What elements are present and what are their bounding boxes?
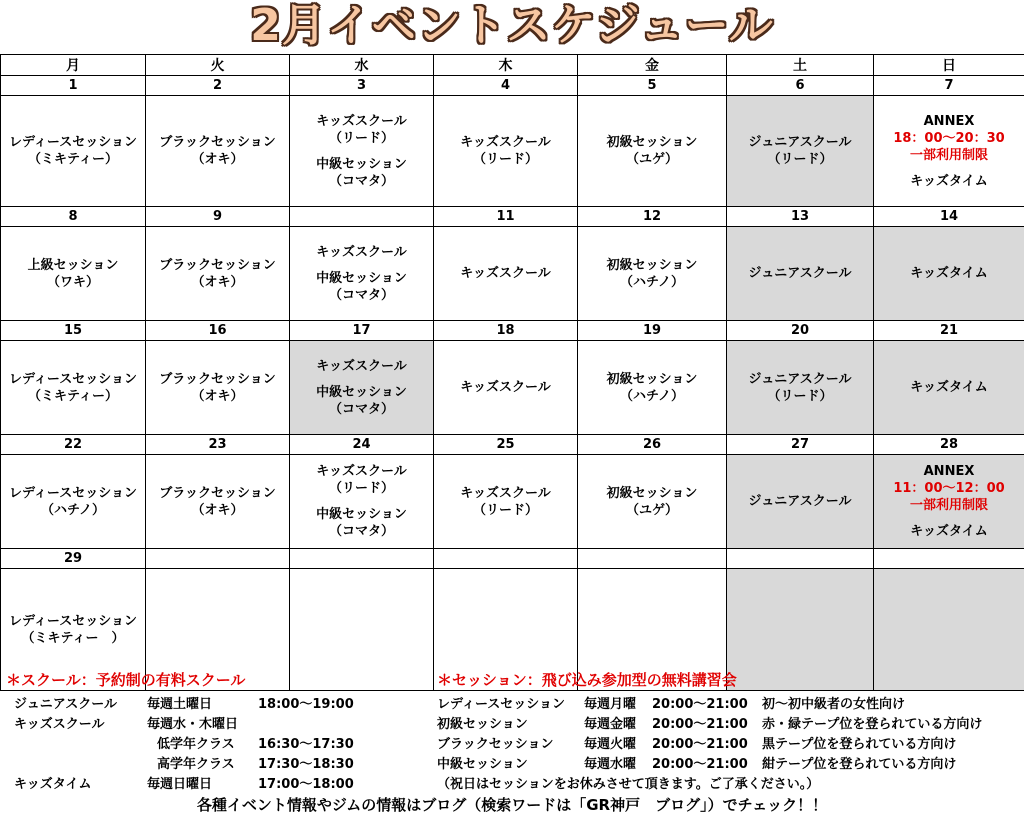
school-header: ＊スクール：予約制の有料スクール [6, 671, 246, 689]
kids-time-label: キッズタイム [910, 524, 988, 539]
event-line: （リード） [472, 502, 538, 518]
event-cell [578, 227, 727, 321]
day-number: 20 [727, 321, 874, 341]
event-line: 中級セッション [316, 270, 407, 286]
weekday-header-row [1, 55, 1024, 76]
session-target: 初～初中級者の女性向け [762, 697, 906, 712]
day-number: 12 [578, 207, 727, 227]
event-cell [578, 96, 727, 207]
event-cell [146, 341, 290, 435]
day-number [434, 549, 578, 569]
annex-restriction: 一部利用制限 [909, 498, 988, 513]
day-number: 5 [578, 76, 727, 96]
event-line: （ハチノ） [619, 274, 685, 290]
event-line: 中級セッション [316, 507, 407, 522]
event-cell [874, 341, 1024, 435]
day-number [727, 549, 874, 569]
kids-time-name: キッズタイム [14, 777, 92, 792]
day-number: 21 [874, 321, 1024, 341]
junior-school-name: ジュニアスクール [14, 697, 117, 712]
session-day: 毎週火曜 [584, 737, 637, 752]
high-grade-time: 17:30～18:30 [258, 757, 354, 772]
event-row [1, 455, 1024, 549]
low-grade-class: 低学年クラス [157, 737, 235, 752]
event-cell [434, 227, 578, 321]
weekday-tue: 火 [146, 55, 290, 76]
event-line: ブラックセッション [159, 485, 276, 501]
kids-time-day: 毎週日曜日 [147, 777, 213, 792]
junior-school-time: 18:00～19:00 [258, 697, 354, 712]
event-cell [1, 341, 146, 435]
day-number: 27 [727, 435, 874, 455]
event-line: ブラックセッション [159, 257, 276, 273]
event-line: 初級セッション [606, 257, 698, 273]
event-line: （リード） [767, 388, 833, 404]
event-line: キッズスクール [460, 380, 551, 395]
event-line: ブラックセッション [159, 135, 276, 150]
event-line: （ハチノ） [619, 388, 685, 404]
day-number [874, 549, 1024, 569]
day-number [146, 549, 290, 569]
event-line: キッズスクール [460, 135, 551, 150]
event-line: ジュニアスクール [748, 266, 852, 281]
day-number: 3 [290, 76, 434, 96]
day-number: 8 [1, 207, 146, 227]
kids-time-time: 17:00～18:00 [258, 777, 354, 792]
event-row [1, 96, 1024, 207]
event-line: レディースセッション [8, 371, 138, 387]
kids-school-name: キッズスクール [14, 717, 105, 732]
event-line: （ミキティー） [28, 388, 118, 404]
day-number-row [1, 207, 1024, 227]
session-target: 赤・緑テープ位を登られている方向け [762, 717, 983, 732]
blog-notice: 各種イベント情報やジムの情報はブログ（検索ワードは「GR神戸 ブログ」）でチェック！！ [196, 796, 828, 814]
junior-school-day: 毎週土曜日 [147, 697, 213, 712]
event-line: キッズスクール [460, 485, 551, 501]
event-cell [434, 96, 578, 207]
day-number: 13 [727, 207, 874, 227]
annex-label: ANNEX [923, 464, 975, 479]
day-number: 24 [290, 435, 434, 455]
event-line: キッズスクール [460, 266, 551, 281]
event-line: 初級セッション [606, 371, 698, 387]
day-number: 4 [434, 76, 578, 96]
event-cell [146, 96, 290, 207]
event-cell [727, 227, 874, 321]
session-target: 黒テープ位を登られている方向け [762, 737, 957, 752]
event-row [1, 227, 1024, 321]
session-day: 毎週月曜 [584, 697, 637, 712]
event-line: （コマタ） [328, 287, 394, 303]
session-target: 紺テープ位を登られている方向け [762, 757, 957, 772]
event-cell [146, 455, 290, 549]
high-grade-class: 高学年クラス [157, 757, 235, 772]
event-cell [290, 341, 434, 435]
day-number: 23 [146, 435, 290, 455]
event-line: （リード） [767, 152, 833, 167]
event-cell [290, 227, 434, 321]
session-name: レディースセッション [437, 697, 566, 712]
event-cell [727, 455, 874, 549]
day-number-row [1, 76, 1024, 96]
day-number-row [1, 549, 1024, 569]
day-number: 16 [146, 321, 290, 341]
session-time: 20:00～21:00 [652, 697, 748, 712]
day-number: 1 [1, 76, 146, 96]
event-line: （ユゲ） [625, 502, 678, 518]
session-time: 20:00～21:00 [652, 737, 748, 752]
annex-time: 18：00～20：30 [893, 130, 1005, 146]
event-line: キッズタイム [910, 380, 988, 395]
day-number: 11 [434, 207, 578, 227]
event-line: （オキ） [191, 274, 244, 290]
day-number: 19 [578, 321, 727, 341]
event-line: （ユゲ） [625, 152, 678, 167]
day-number [290, 549, 434, 569]
event-line: （ミキティー） [28, 152, 118, 167]
low-grade-time: 16:30～17:30 [258, 737, 354, 752]
event-line: 初級セッション [606, 485, 698, 501]
event-cell [727, 96, 874, 207]
page-title [0, 0, 1024, 54]
event-line: キッズスクール [316, 113, 407, 129]
event-cell [874, 227, 1024, 321]
event-line: 中級セッション [316, 384, 407, 400]
session-time: 20:00～21:00 [652, 717, 748, 732]
session-name: 中級セッション [437, 757, 528, 772]
event-line: ジュニアスクール [748, 371, 852, 387]
session-day: 毎週水曜 [584, 757, 637, 772]
event-line: （リード） [328, 481, 394, 496]
event-line: （ミキティー ） [21, 630, 125, 646]
day-number [290, 207, 434, 227]
annex-restriction: 一部利用制限 [909, 147, 988, 163]
day-number: 7 [874, 76, 1024, 96]
holiday-note: （祝日はセッションをお休みさせて頂きます。ご了承ください。） [437, 777, 820, 792]
annex-label: ANNEX [923, 113, 975, 129]
event-line: （コマタ） [328, 524, 394, 539]
weekday-mon: 月 [1, 55, 146, 76]
weekday-sun: 日 [874, 55, 1024, 76]
day-number: 2 [146, 76, 290, 96]
day-number: 6 [727, 76, 874, 96]
day-number: 9 [146, 207, 290, 227]
event-cell [1, 96, 146, 207]
event-line: 上級セッション [27, 257, 119, 273]
event-line: レディースセッション [8, 613, 138, 629]
event-line: キッズスクール [316, 244, 407, 260]
annex-time: 11：00～12：00 [893, 481, 1005, 496]
event-line: ジュニアスクール [748, 494, 852, 509]
event-line: キッズスクール [316, 358, 407, 374]
kids-time-label: キッズタイム [910, 173, 988, 189]
day-number-row [1, 435, 1024, 455]
day-number-row [1, 321, 1024, 341]
event-cell [434, 341, 578, 435]
day-number: 14 [874, 207, 1024, 227]
event-cell [874, 96, 1024, 207]
event-row [1, 341, 1024, 435]
event-line: 初級セッション [606, 135, 698, 150]
weekday-wed: 水 [290, 55, 434, 76]
weekday-thu: 木 [434, 55, 578, 76]
event-line: ブラックセッション [159, 371, 276, 387]
event-line: （オキ） [191, 388, 244, 404]
event-cell [290, 455, 434, 549]
event-line: レディースセッション [8, 135, 138, 150]
day-number [578, 549, 727, 569]
event-cell [290, 96, 434, 207]
event-cell [874, 455, 1024, 549]
event-line: レディースセッション [8, 485, 138, 501]
day-number: 28 [874, 435, 1024, 455]
session-header: ＊セッション：飛び込み参加型の無料講習会 [437, 671, 737, 689]
day-number: 25 [434, 435, 578, 455]
event-line: （ワキ） [46, 274, 99, 290]
event-cell [578, 341, 727, 435]
event-line: （オキ） [191, 152, 244, 167]
event-line: （オキ） [191, 502, 244, 518]
day-number: 26 [578, 435, 727, 455]
day-number: 17 [290, 321, 434, 341]
event-cell [1, 455, 146, 549]
event-line: （ハチノ） [40, 502, 106, 518]
session-name: 初級セッション [437, 717, 528, 732]
page-title-text: 2月イベントスケジュール [250, 0, 774, 51]
event-line: 中級セッション [316, 156, 407, 172]
event-line: ジュニアスクール [748, 135, 852, 150]
event-line: キッズスクール [316, 464, 407, 479]
event-cell [434, 455, 578, 549]
weekday-fri: 金 [578, 55, 727, 76]
event-line: （リード） [472, 152, 538, 167]
event-cell [727, 341, 874, 435]
event-line: （コマタ） [328, 401, 394, 417]
day-number: 29 [1, 549, 146, 569]
session-time: 20:00～21:00 [652, 757, 748, 772]
calendar-table [0, 54, 1024, 691]
event-cell [146, 227, 290, 321]
session-name: ブラックセッション [437, 737, 554, 752]
weekday-sat: 土 [727, 55, 874, 76]
day-number: 18 [434, 321, 578, 341]
event-cell [578, 455, 727, 549]
session-day: 毎週金曜 [584, 717, 637, 732]
event-line: （コマタ） [328, 173, 394, 189]
event-line: （リード） [328, 130, 394, 146]
day-number: 22 [1, 435, 146, 455]
event-line: キッズタイム [910, 266, 988, 281]
kids-school-day: 毎週水・木曜日 [147, 717, 239, 732]
day-number: 15 [1, 321, 146, 341]
event-cell [1, 227, 146, 321]
